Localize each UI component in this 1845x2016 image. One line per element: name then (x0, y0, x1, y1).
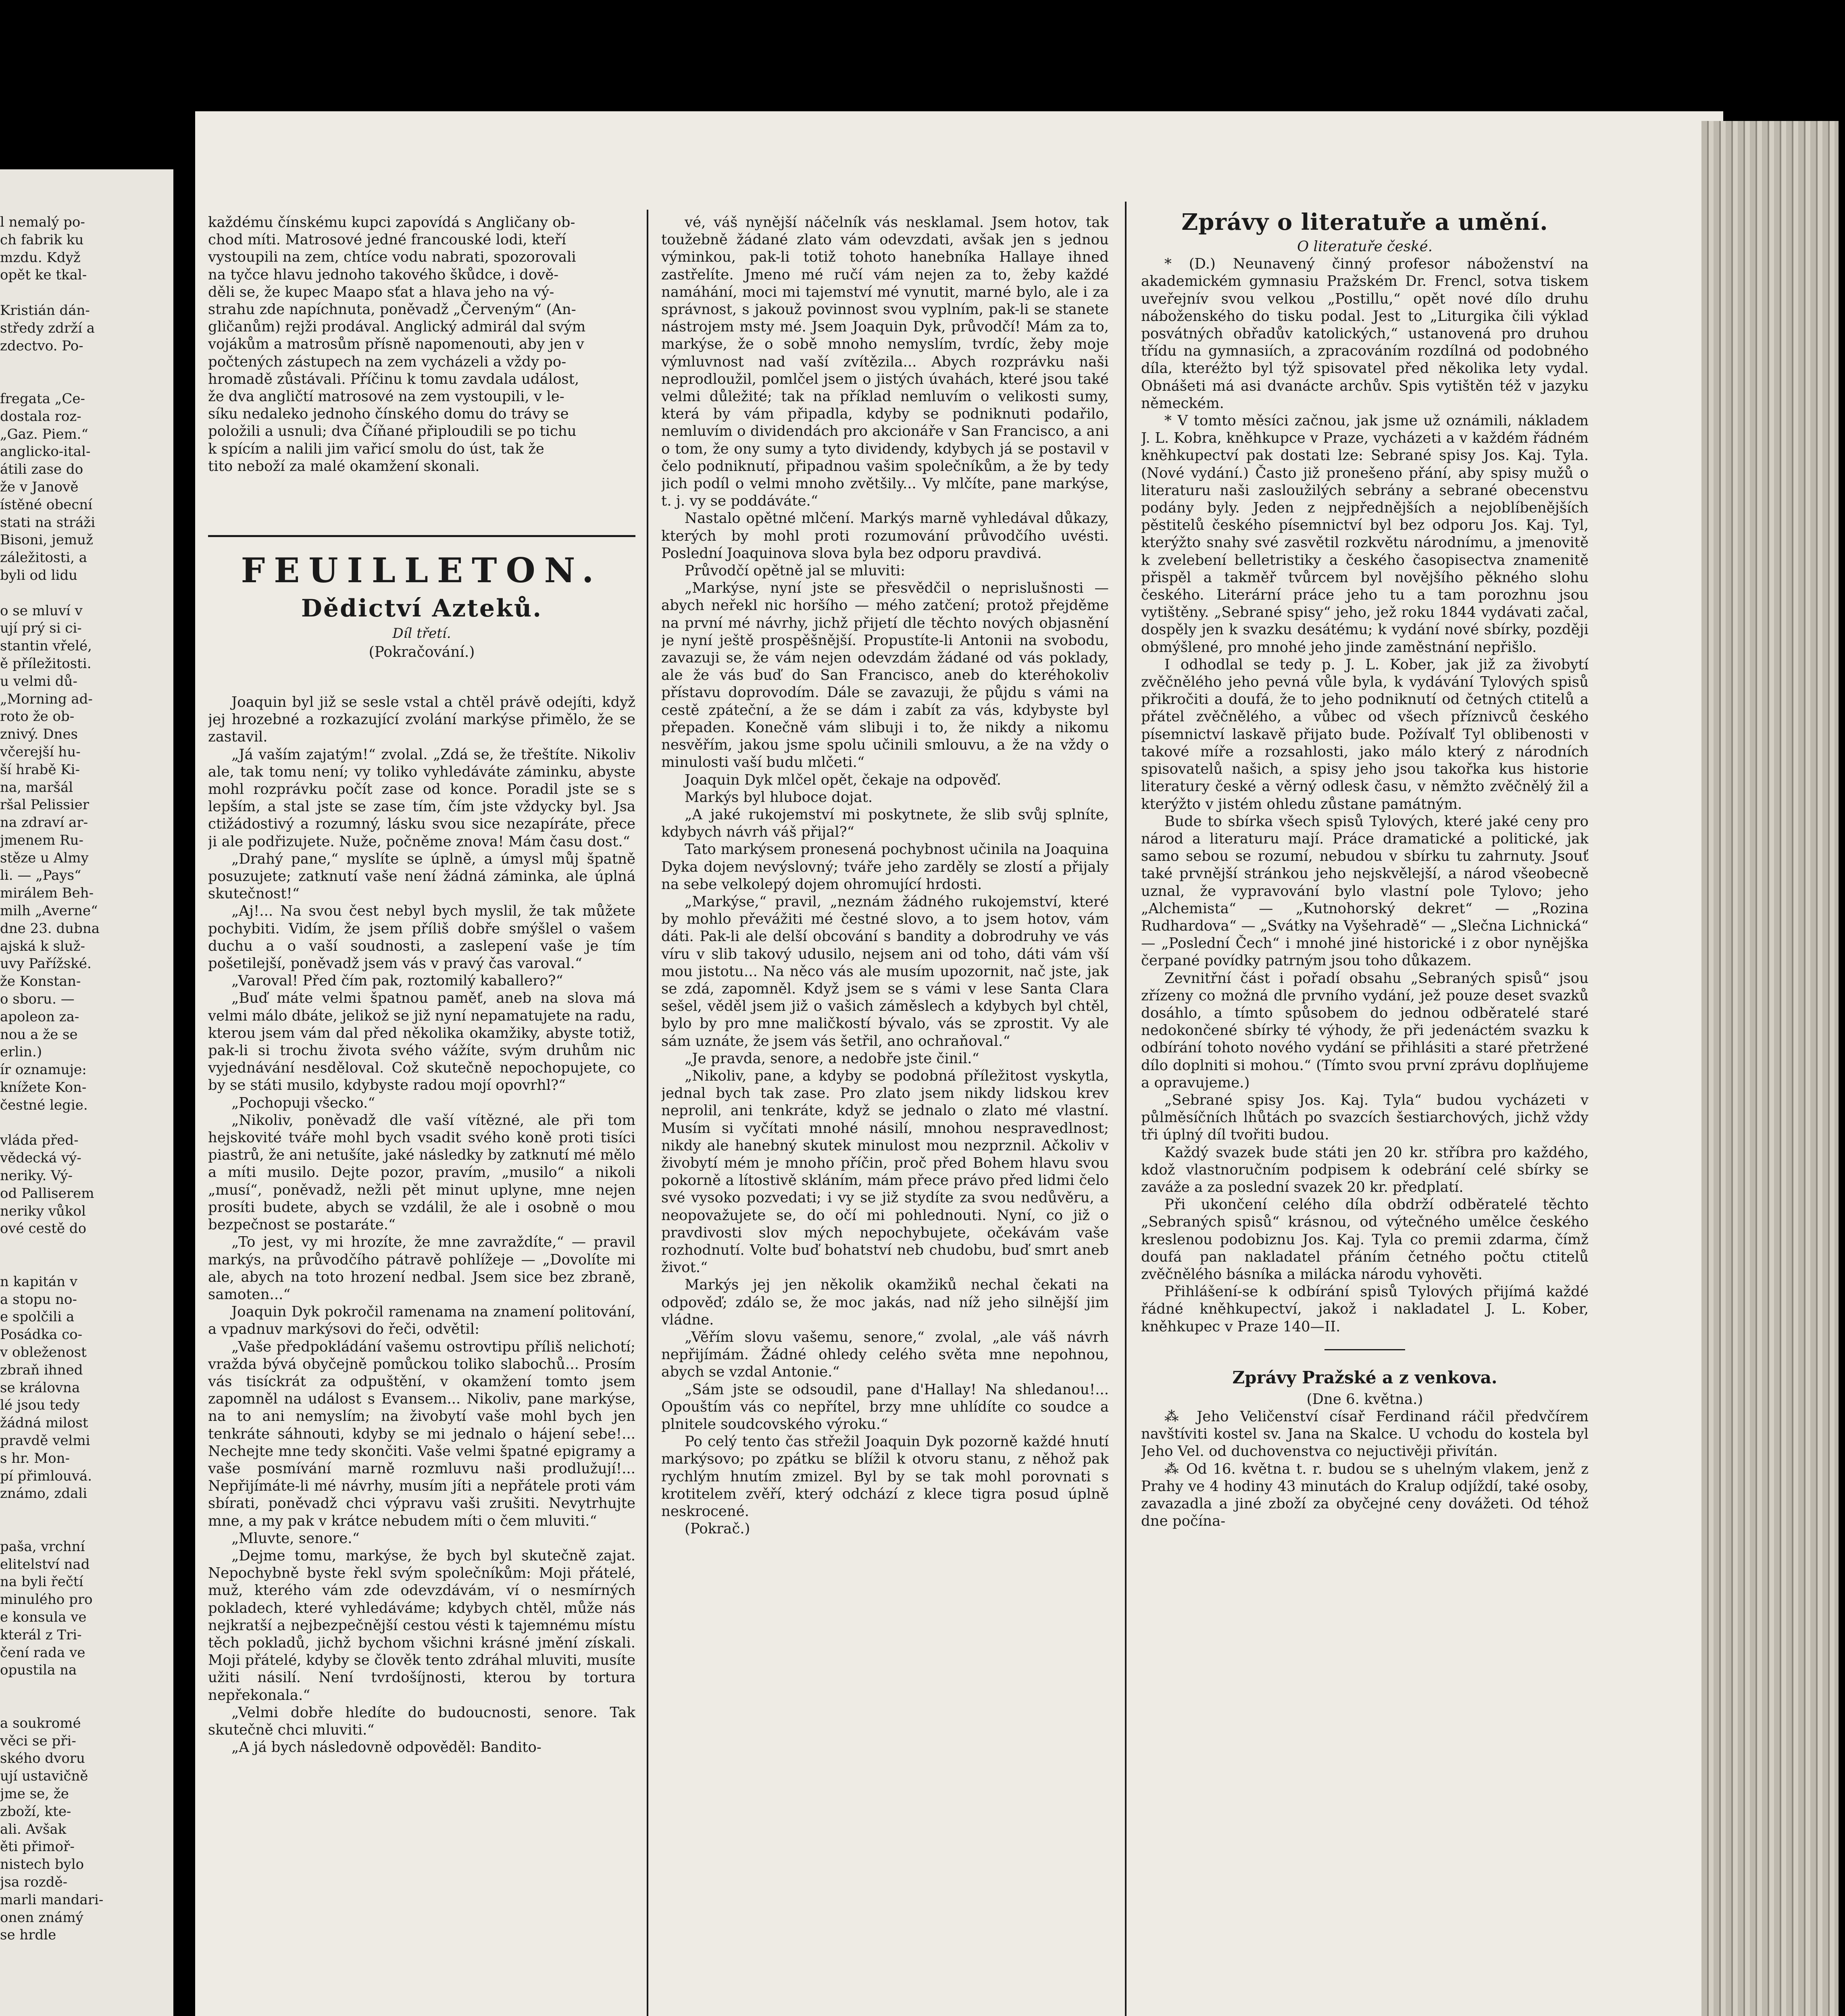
left-column-line: u velmi dů- (0, 673, 77, 689)
left-column-line: nou a že se (0, 1026, 78, 1043)
left-column-line: záležitosti, a (0, 550, 87, 566)
article-line: počtených zástupech na zem vycházeli a vždy po- (208, 353, 566, 370)
left-column-line: jme se, že (0, 1785, 69, 1802)
left-column-line: že Konstan- (0, 973, 81, 990)
feuilleton-paragraph: Po celý tento čas střežil Joaquin Dyk pozorně každé hnutí markýsovo; po zpátku se blížil k otvoru stanu, z něhož pak rychlým hnutím zmizel. Byl by se tak mohl porovnati s krotitelem zvěří, který odchází z klece tigra posud úplně neskrocené. (661, 1433, 1109, 1520)
left-column-line: erlin.) (0, 1044, 42, 1060)
left-column-line: stantin vřelé, (0, 638, 92, 654)
literature-paragraph: Přihlášení-se k odbírání spisů Tylových přijímá každé řádné kněhkupectví, jakož i nakladatel J. L. Kober, kněhkupec v Praze 140—II. (1141, 1283, 1589, 1335)
feuilleton-paragraph: „Nikoliv, poněvadž dle vaší vítězné, ale při tom hejskovité tváře mohl bych vsadit svého koně proti tisíci piastrů, že ani netušíte, jaké následky by zatknutí mé mělo a míti musilo. Dejte pozor, pravím, „musilo“ a nikoli „musí“, poněvadž, nežli pět minut uplyne, mne nejen prosíti budete, abych se vzdálil, že ale i osobně o mou bezpečnost se postaráte.“ (208, 1112, 635, 1233)
left-column-line: li. — „Pays“ (0, 867, 81, 884)
left-column-line: o sboru. — (0, 991, 75, 1008)
left-column-line: Kristián dán- (0, 302, 90, 319)
article-line: tito neboží za malé okamžení skonali. (208, 458, 480, 475)
article-line: že dva angličtí matrosové na zem vystoupili, v le- (208, 388, 564, 405)
left-column-line: roto že ob- (0, 708, 75, 725)
left-column-line: čestné legie. (0, 1097, 88, 1113)
left-column-line: včerejší hu- (0, 744, 81, 760)
feuilleton-paragraph: vé, váš nynější náčelník vás nesklamal. Jsem hotov, tak toužebně žádané zlato vám odevzdati, avšak jen s jednou výminkou, pak-li totiž tohoto hanebníka Hallaye ihned zastřelíte. Jmeno mé ručí vám nejen za to, žeby každé namáhání, moci mi tajemství mé vynutit, marné bylo, ale i za správnost, s jakouž povinnost svou vyplním, pak-li se stanete nástrojem msty mé. Jsem Joaquin Dyk, průvodčí! Mám za to, markýse, že o sobě mnoho nemyslím, tvrdíc, žeby moje výmluvnost nad vaší zvítězila... Abych rozprávku naši neprodloužil, pomlčel jsem o jistých úvahách, které jsou také velmi důležité; tak na příklad nemluvím o velikosti sumy, která by vám připadla, kdyby se podniknuti podařilo, nemluvím o dividendách pro akcionáře v San Francisco, a ani o tom, že ony sumy a tyto dividendy, kdybych já se postavil v čelo podniknutí, připadnou vašim společníkům, a že by tedy jich podíl o velmi mnoho zvětšily... Vy mlčíte, pane markýse, t. j. vy se poddáváte.“ (661, 214, 1109, 510)
feuilleton-paragraph: „Velmi dobře hledíte do budoucnosti, senore. Tak skutečně chci mluviti.“ (208, 1704, 635, 1738)
left-column-line: opustila na (0, 1662, 77, 1679)
left-column-line: onen známý (0, 1909, 83, 1926)
literature-paragraph: Při ukončení celého díla obdrží odběratelé těchto „Sebraných spisů“ krásnou, od výtečného umělce českého kreslenou podobiznu Jos. Kaj. Tyla co premii zdarma, čímž doufá pan nakladatel přáním četného počtu ctitelů zvěčnělého básníka a milácka národu vyhověti. (1141, 1196, 1589, 1283)
left-column-line: l nemalý po- (0, 214, 85, 230)
feuilleton-paragraph: „Varoval! Před čím pak, roztomilý kaballero?“ (231, 973, 563, 989)
feuilleton-paragraph: „Mluvte, senore.“ (231, 1530, 360, 1547)
left-column-line: n kapitán v (0, 1273, 78, 1290)
left-column-line: na, maršál (0, 779, 73, 796)
left-column-line: e spolčili a (0, 1309, 75, 1325)
section-rule (1324, 1349, 1405, 1350)
article-line: na tyčce hlavu jednoho takového škůdce, i dově- (208, 266, 559, 283)
feuilleton-paragraph: „Aj!... Na svou čest nebyl bych myslil, že tak můžete pochybiti. Vidím, že jsem příliš dobře smýšlel o vašem duchu a o vaší soudnosti, a zaslepení vaše je tím pošetilejší, poněvadž jsem vás v pravý čas varoval.“ (208, 903, 635, 972)
left-column-line: „Gaz. Piem.“ (0, 426, 88, 442)
feuilleton-paragraph: Nastalo opětné mlčení. Markýs marně vyhledával důkazy, kterých by mohl proti rozumování průvodčího uvésti. Poslední Joaquinova slova byla bez odporu pravdivá. (661, 510, 1109, 562)
left-column-line: stati na stráži (0, 514, 96, 531)
left-column-line: neriky. Vý- (0, 1168, 73, 1184)
left-column-line: ěti přimoř- (0, 1839, 75, 1855)
prague-news-paragraph: ⁂ Jeho Veličenství císař Ferdinand ráčil předvčírem navštíviti kostel sv. Jana na Skalce. U vchodu do kostela byl Jeho Vel. od duchovenstva co nejuctivěji přivítán. (1141, 1408, 1589, 1460)
feuilleton-paragraph: „Nikoliv, pane, a kdyby se podobná příležitost vyskytla, jednal bych tak zase. Pro zlato jsem nikdy lidskou krev neprolil, ani tenkráte, když se jednalo o zlato mé vlastní. Musím si vyčítati mnohé násilí, mnohou nespravedlnost; nikdy ale hanebný skutek minulost mou nezprznil. Ačkoliv v živobytí mém je mnoho příčin, proč před Bohem hlavu svou pokorně a lítostivě skláním, mám přece právo před lidmi čelo své vysoko pozvedati; i vy se již stydíte za svou nedůvěru, a neopovažujete se, do očí mi pohlednouti. Nyní, co již o pravdivosti slov mých nepochybujete, očekávám vaše rozhodnutí. Volte buď bohatství neb chudobu, buď smrt aneb život.“ (661, 1067, 1109, 1276)
left-column-line: elitelství nad (0, 1556, 90, 1572)
article-line: strahu zde napíchnuta, poněvadž „Červeným“ (An- (208, 301, 576, 318)
left-column-line: kterál z Tri- (0, 1627, 82, 1643)
literature-paragraph: I odhodlal se tedy p. J. L. Kober, jak již za živobytí zvěčnělého jeho pevná vůle byla, k vydávání Tylových spisů přikročiti a doufá, že to jeho podniknutí od četných ctitelů a přátel zvěčnělého, a vůbec od všech příznivců českého písemnictví laskavě přijato bude. Požívalť Tyl oblibenosti v takové míře a rozsahlosti, jako málo který z národních spisovatelů našich, a spisy jeho jsou takořka kus historie literatury české a věrný odlesk času, v němžto zvěčnělý žil a kterýžto v jistém ohledu zůstane památným. (1141, 656, 1589, 812)
left-column-line: dostala roz- (0, 408, 81, 425)
literature-paragraph: „Sebrané spisy Jos. Kaj. Tyla“ budou vycházeti v půlměsíčních lhůtách po svazcích šestiarchových, jichž vždy tři úplný díl tvořiti budou. (1141, 1091, 1589, 1143)
left-column-line: zboží, kte- (0, 1803, 71, 1820)
left-column-line: o se mluví v (0, 602, 83, 619)
article-line: gličanům) rejži prodával. Anglický admirál dal svým (208, 319, 586, 335)
literature-paragraph: Zevnitřní část i pořadí obsahu „Sebraných spisů“ jsou zřízeny co možná dle prvního vydání, jež pouze deset svazků dosáhlo, a tímto spůsobem do jednou odběratelé staré nedokončené sbírky té výhody, že při jedenáctém svazku k odbírání tohoto nového vydání se přihlásiti a staré přetržené dílo doplniti si mohou.“ (Tímto svou první zprávu doplňujeme a opravujeme.) (1141, 970, 1589, 1091)
article-line: vystoupili na zem, chtíce vodu nabrati, spozorovali (208, 249, 576, 266)
book-page-edges (1701, 121, 1839, 2016)
literature-paragraph: Bude to sbírka všech spisů Tylových, které jaké ceny pro národ a literaturu mají. Práce dramatické a politické, jak samo sebou se rozumí, nebudou v sbírku tu zahrnuty. Jsouť také prvnější stránkou jeho nejskvělejší, a národ všeobecně uznal, že vypravování bylo vlastní pole Tylovo; jeho „Alchemista“ — „Kutnohorský dekret“ — „Rozina Rudhardova“ — „Svátky na Vyšehradě“ — „Slečna Lichnická“ — „Poslední Čech“ i mnohé jiné historické i z obor nynějška čerpané povídky patrným jsou toho důkazem. (1141, 813, 1589, 969)
left-column-line: e konsula ve (0, 1609, 87, 1625)
left-column-line: knížete Kon- (0, 1079, 87, 1096)
feuilleton-paragraph: „Buď máte velmi špatnou paměť, aneb na slova má velmi málo dbáte, jelikož se již nyní nepamatujete na radu, kterou jsem vám dal před několika okamžiky, abyste totiž, pak-li si trochu života svého vážíte, svým druhům nic vyjednávání nesděloval. Což skutečně nepochopujete, co by se státi musilo, kdybyste radou mojí opovrhl?“ (208, 990, 635, 1094)
left-column-line (0, 1679, 157, 1697)
left-column-line: fregata „Ce- (0, 390, 85, 407)
article-line: k spícím a nalili jim vařicí smolu do úst, tak že (208, 440, 544, 457)
feuilleton-paragraph: „Dejme tomu, markýse, že bych byl skutečně zajat. Nepochybně byste řekl svým společníkům: Moji přátelé, muž, kterého vám zde odevzdávám, ví o nesmírných pokladech, které vyhledáváme; kdybych chtěl, může nás nejkratší a nejbezpečnější cestou vésti k tajemnému místu těch pokladů, jichž bychom všichni krásné jmění získali. Moji přátelé, kdyby se člověk tento zdráhal mluviti, musíte užiti násilí. Není tvrdošíjnosti, kterou by tortura nepřekonala.“ (208, 1547, 635, 1704)
literature-paragraph: Každý svazek bude státi jen 20 kr. stříbra pro každého, kdož vlastnoručním podpisem k odebrání celé sbírky se zaváže a za poslední svazek 20 kr. předplatí. (1141, 1144, 1589, 1195)
feuilleton-paragraph: „Pochopuji všecko.“ (231, 1094, 375, 1111)
left-column-line: vláda před- (0, 1132, 79, 1149)
article-line: děli se, že kupec Maapo sťat a hlava jeho na vý- (208, 283, 554, 300)
left-column-line (0, 1256, 157, 1273)
left-column-line: ského dvoru (0, 1750, 85, 1767)
feuilleton-paragraph: Markýs byl hluboce dojat. (685, 789, 873, 806)
article-line: vojákům a matrosům přísně napomenouti, aby jen v (208, 336, 584, 353)
left-column-line: že v Janově (0, 479, 79, 495)
left-column-line: stěze u Almy (0, 850, 89, 866)
left-column-line: ali. Avšak (0, 1821, 67, 1837)
left-column-line: Bisoni, jemuž (0, 532, 93, 548)
left-column-line: jsa rozdě- (0, 1874, 68, 1890)
feuilleton-paragraph: „Vaše předpokládání vašemu ostrovtipu příliš nelichotí; vražda bývá obyčejně pomůckou toliko slabochů... Prosím vás tisíckrát za odpuštění, v okamžení tomto jsem zapomněl na událost s Evansem... Nikoliv, pane markýse, na to ani nemyslím; na živobytí vaše mohl bych jen tenkráte sáhnouti, kdyby se mi jednalo o hájení sebe!... Nechejte mne tedy skončiti. Vaše velmi špatné epigramy a vaše posmívání marně rozmluvu naši prodlužují!... Nepřijímáte-li mé návrhy, musím jíti a nepřátele proti vám sbírati, poněvadž chci výpravu vaši zrušiti. Nevytrhujte mne, a my pak v krátce nebudem míti o čem mluviti.“ (208, 1338, 635, 1529)
china-news-article-end (208, 214, 635, 475)
feuilleton-paragraph: Průvodčí opětně jal se mluviti: (685, 562, 906, 579)
left-column-line: ístěné obecní (0, 496, 93, 513)
left-column-line (0, 355, 157, 373)
feuilleton-paragraph: „Věřím slovu vašemu, senore,“ zvolal, „ale váš návrh nepřijímám. Žádné ohledy celého světa mne nepohnou, abych se vzdal Antonie.“ (661, 1329, 1109, 1381)
left-column-line: ují prý si ci- (0, 620, 82, 637)
left-column-line: žádná milost (0, 1415, 88, 1431)
feuilleton-paragraph: Joaquin Dyk mlčel opět, čekaje na odpověď. (685, 771, 1002, 788)
article-line: každému čínskému kupci zapovídá s Angličany ob- (208, 214, 575, 231)
feuilleton-continuation: (Pokračování.) (369, 644, 475, 660)
left-column-line: zdectvo. Po- (0, 337, 83, 354)
feuilleton-paragraph: „A já bych následovně odpověděl: Bandito- (231, 1739, 541, 1756)
left-column-line: ajská k služ- (0, 938, 85, 954)
feuilleton-header (208, 548, 635, 662)
feuilleton-paragraph: Tato markýsem pronesená pochybnost učinila na Joaquina Dyka dojem nevýslovný; tváře jeho zarděly se zlostí a přijaly na sebe velkolepý dojem ohromující hrdosti. (661, 841, 1109, 893)
article-divider (208, 535, 635, 537)
left-column-line: a stopu no- (0, 1291, 77, 1308)
feuilleton-paragraph: „Já vaším zajatým!“ zvolal. „Zdá se, že třeštíte. Nikoliv ale, tak tomu není; vy toliko vyhledáváte záminku, abyste mohl rozprávku počít zase od konce. Poradil jste se s lepším, a stal jste se zase tím, čím jste vždycky byl. Jsa ctižádostivý a rozumný, lásku svou sice nezapíráte, přece ji ale podřizujete. Nuže, počněme znova! Mám času dost.“ (208, 746, 635, 850)
literature-paragraph: * V tomto měsíci začnou, jak jsme už oznámili, nákladem J. L. Kobra, kněhkupce v Praze, vycházeti a v každém řádném kněhkupectví pak dostati lze: Sebrané spisy Jos. Kaj. Tyla. (Nové vydání.) Často již pronešeno přání, aby spisy mužů o literaturu naši zasloužilých sebrány a sebrané obecenstvu podány byly. Jeden z nejpřednějších a nejoblíbenějších pěstitelů českého písemnictví byl bez odporu Jos. Kaj. Tyl, kterýžto snahy své zasvětil rozkvětu národnímu, a jmenovitě k zvelebení belletristiky a českého časopisectva znamenitě přispěl a takměř tvůrcem byl novějšího pěkného slohu českého. Literární práce jeho tu a tam porozhnu jsou vytištěny. „Sebrané spisy“ jeho, jež roku 1844 vydávati začal, dospěly jen k svazku desátému; k vydání nové sbírky, později obmýšlené, pro mnohé jeho jinde zaměstnání nepřišlo. (1141, 412, 1589, 656)
left-column-line (0, 1520, 157, 1538)
left-column-line: se hrdle (0, 1927, 56, 1943)
left-column-line: na zdraví ar- (0, 814, 88, 831)
left-column-line (0, 585, 157, 602)
feuilleton-paragraph: „A jaké rukojemství mi poskytnete, že slib svůj splníte, kdybych návrh váš přijal?“ (661, 806, 1109, 841)
literature-section-subtitle: O literatuře české. (1297, 238, 1433, 255)
left-column-line (0, 1114, 157, 1132)
left-column-line: věci se při- (0, 1733, 76, 1749)
feuilleton-paragraph: „Je pravda, senore, a nedobře jste činil.“ (685, 1050, 979, 1067)
prague-news-paragraphs (1141, 1408, 1589, 1530)
left-column-line: mirálem Beh- (0, 885, 94, 902)
left-column-line: středy zdrží a (0, 320, 95, 336)
literature-paragraph: * (D.) Neunavený činný profesor náboženství na akademickém gymnasiu Pražském Dr. Frencl, sotva tiskem uveřejnív svou velkou „Postillu,“ opět nové dílo druhu náboženského do tisku podal. Jest to „Liturgika čili výklad posvátných obřadův katolických,“ ustanovená pro druhou třídu na gymnasiích, a zpracováním rozdílná od podobného díla, kteréžto byl týž spisovatel před několika lety vydal. Obnášeti má asi dvanácte archův. Spis vytištěn též v jazyku německém. (1141, 256, 1589, 412)
prague-news-title: Zprávy Pražské a z venkova. (1232, 1367, 1497, 1387)
left-column-line: minulého pro (0, 1591, 93, 1608)
feuilleton-paragraph: „Drahý pane,“ myslíte se úplně, a úmysl můj špatně posuzujete; zatknutí vaše není žádná záminka, ale úplná skutečnost!“ (208, 850, 635, 902)
left-column-line: mzdu. Když (0, 249, 81, 266)
left-column-line: dne 23. dubna (0, 920, 100, 937)
left-column-line: uvy Pařížské. (0, 956, 92, 972)
left-column-line: paša, vrchní (0, 1538, 85, 1555)
left-column-line: „Morning ad- (0, 691, 93, 707)
feuilleton-paragraph: „Markýse, nyní jste se přesvědčil o neprislušnosti — abych neřekl nic horšího — mého zatčení; protož přejděme na první mé návrhy, jichž přijetí dle těchto nových objasnění je nyní ještě prospěšnější. Propustíte-li Antonii na svobodu, zavazuji se, že vám nejen odevzdám žádané od vás poklady, ale že vás buď do San Francisco, aneb do kteréhokoliv přístavu doprovodím. Dále se zavazuji, že půjdu s vámi na cestě zpáteční, a že se dám i zabít za vás, kdybyste byl přepaden. Konečně vám slibuji i to, že nikdy a nikomu nesvěřím, jakou jsme spolu učinili smlouvu, a že na vždy o minulosti vaší budu mlčeti.“ (661, 580, 1109, 771)
left-column-line (0, 1697, 157, 1715)
left-column-line: se královna (0, 1379, 80, 1396)
left-column-line: byli od lidu (0, 567, 77, 583)
left-column-line (0, 1503, 157, 1520)
left-column-line: ír oznamuje: (0, 1062, 87, 1078)
left-column-line: na byli řečtí (0, 1574, 83, 1590)
column-divider-2 (1125, 202, 1127, 2016)
feuilleton-paragraph: (Pokrač.) (685, 1520, 750, 1537)
left-column-line: znivý. Dnes (0, 726, 78, 743)
literature-section-title: Zprávy o literatuře a umění. (1181, 209, 1548, 235)
news-column-3 (1141, 206, 1589, 1530)
left-column-line: ší hrabě Ki- (0, 761, 80, 778)
left-column-line: zbraň ihned (0, 1362, 83, 1378)
left-column-line: ě příležitosti. (0, 655, 92, 672)
left-column-line: nistech bylo (0, 1856, 84, 1873)
left-column-line: opět ke tkal- (0, 267, 87, 283)
left-column-line (0, 373, 157, 390)
feuilleton-paragraph: „Markýse,“ pravil, „neznám žádného rukojemství, které by mohlo převážiti mé čestné slovo, a to jsem hotov, vám dáti. Pak-li ale delší obcování s bandity a dobrodruhy ve vás víru v slib takový udusilo, nejsem ani od toho, dáti vám vší mou jistotu... Na něco vás ale musím upozornit, nač jste, jak se zdá, zapomněl. Když jsem se s vámi v lese Santa Clara sešel, věděl jsem již o vašich záměslech a kdybych byl chtěl, bylo by pro mne maličkostí bývalo, vás se zprostit. Vy ale sám uznáte, že jsem vás šetřil, ano ochraňoval.“ (661, 893, 1109, 1050)
feuilleton-column-2 (661, 214, 1109, 1537)
left-column-line: marli mandari- (0, 1891, 104, 1908)
literature-paragraphs (1141, 255, 1589, 1335)
left-column-line: neriky vůkol (0, 1203, 86, 1219)
left-page-cut-column (0, 214, 157, 1944)
feuilleton-paragraph: „Sám jste se odsoudil, pane d'Hallay! Na shledanou!... Opouštím vás co nepřítel, brzy mne uhlídíte co soudce a plnitele soudcovského výroku.“ (661, 1381, 1109, 1433)
article-line: chod míti. Matrosové jedné francouské lodi, kteří (208, 231, 566, 248)
feuilleton-heading: FEUILLETON. (241, 550, 603, 590)
prague-news-paragraph: ⁂ Od 16. května t. r. budou se s uhelným vlakem, jenž z Prahy ve 4 hodiny 43 minutách do Kralup odjíždí, také osoby, zavazadla a jiné zboží za obyčejné ceny dovážeti. Od téhož dne počína- (1141, 1460, 1589, 1530)
left-column-line: od Palliserem (0, 1185, 94, 1202)
left-column-line: pravdě velmi (0, 1432, 90, 1449)
left-column-line: ršal Pelissier (0, 797, 90, 813)
left-column-line: vědecká vý- (0, 1150, 81, 1166)
left-column-line: apoleon za- (0, 1008, 79, 1025)
left-column-line: s hr. Mon- (0, 1450, 70, 1466)
feuilleton-paragraph: Joaquin byl již se sesle vstal a chtěl právě odejíti, když jej hrozebné a rozkazující zvolání markýse přimělo, že se zastavil. (208, 694, 635, 746)
feuilleton-paragraph: „To jest, vy mi hrozíte, že mne zavraždíte,“ — pravil markýs, na průvodčího pátravě pohlížeje — „Dovolíte mi ale, abych na toto hrození nedbal. Jsem sice bez zbraně, samoten...“ (208, 1234, 635, 1303)
column-divider-1 (647, 210, 648, 2016)
left-column-line: pí přimlouvá. (0, 1468, 92, 1484)
feuilleton-title: Dědictví Azteků. (301, 594, 543, 623)
left-column-line: v obleženost (0, 1344, 87, 1360)
left-column-line: čení rada ve (0, 1644, 85, 1661)
left-column-line: lé jsou tedy (0, 1397, 80, 1414)
feuilleton-part: Díl třetí. (392, 625, 451, 641)
left-column-line: ují ustavičně (0, 1768, 88, 1785)
left-column-line: milh „Averne“ (0, 903, 98, 919)
article-line: položili a usnuli; dva Číňané připloudili se po tichu (208, 423, 577, 440)
left-column-line (0, 1238, 157, 1256)
left-column-line: a soukromé (0, 1715, 81, 1731)
article-line: síku nedaleko jednoho čínského domu do trávy se (208, 406, 569, 423)
feuilleton-column-1 (208, 694, 635, 1756)
feuilleton-paragraph: Markýs jej jen několik okamžiků nechal čekati na odpověď; zdálo se, že moc jakás, nad níž jeho silnější jim vládne. (661, 1277, 1109, 1328)
prague-news-date: (Dne 6. května.) (1306, 1391, 1423, 1408)
left-column-line: ové cestě do (0, 1220, 87, 1237)
article-line: hromadě zůstávali. Příčinu k tomu zavdala událost, (208, 371, 579, 387)
left-column-line: ch fabrik ku (0, 231, 84, 248)
left-column-line: jmenem Ru- (0, 832, 83, 848)
left-column-line: známo, zdali (0, 1485, 87, 1502)
left-column-line: átili zase do (0, 461, 83, 478)
left-column-line: Posádka co- (0, 1327, 83, 1343)
left-column-line (0, 284, 157, 302)
feuilleton-paragraph: Joaquin Dyk pokročil ramenama na znamení politování, a vpadnuv markýsovi do řeči, odvětil: (208, 1304, 635, 1338)
left-column-line: anglicko-ital- (0, 444, 91, 460)
